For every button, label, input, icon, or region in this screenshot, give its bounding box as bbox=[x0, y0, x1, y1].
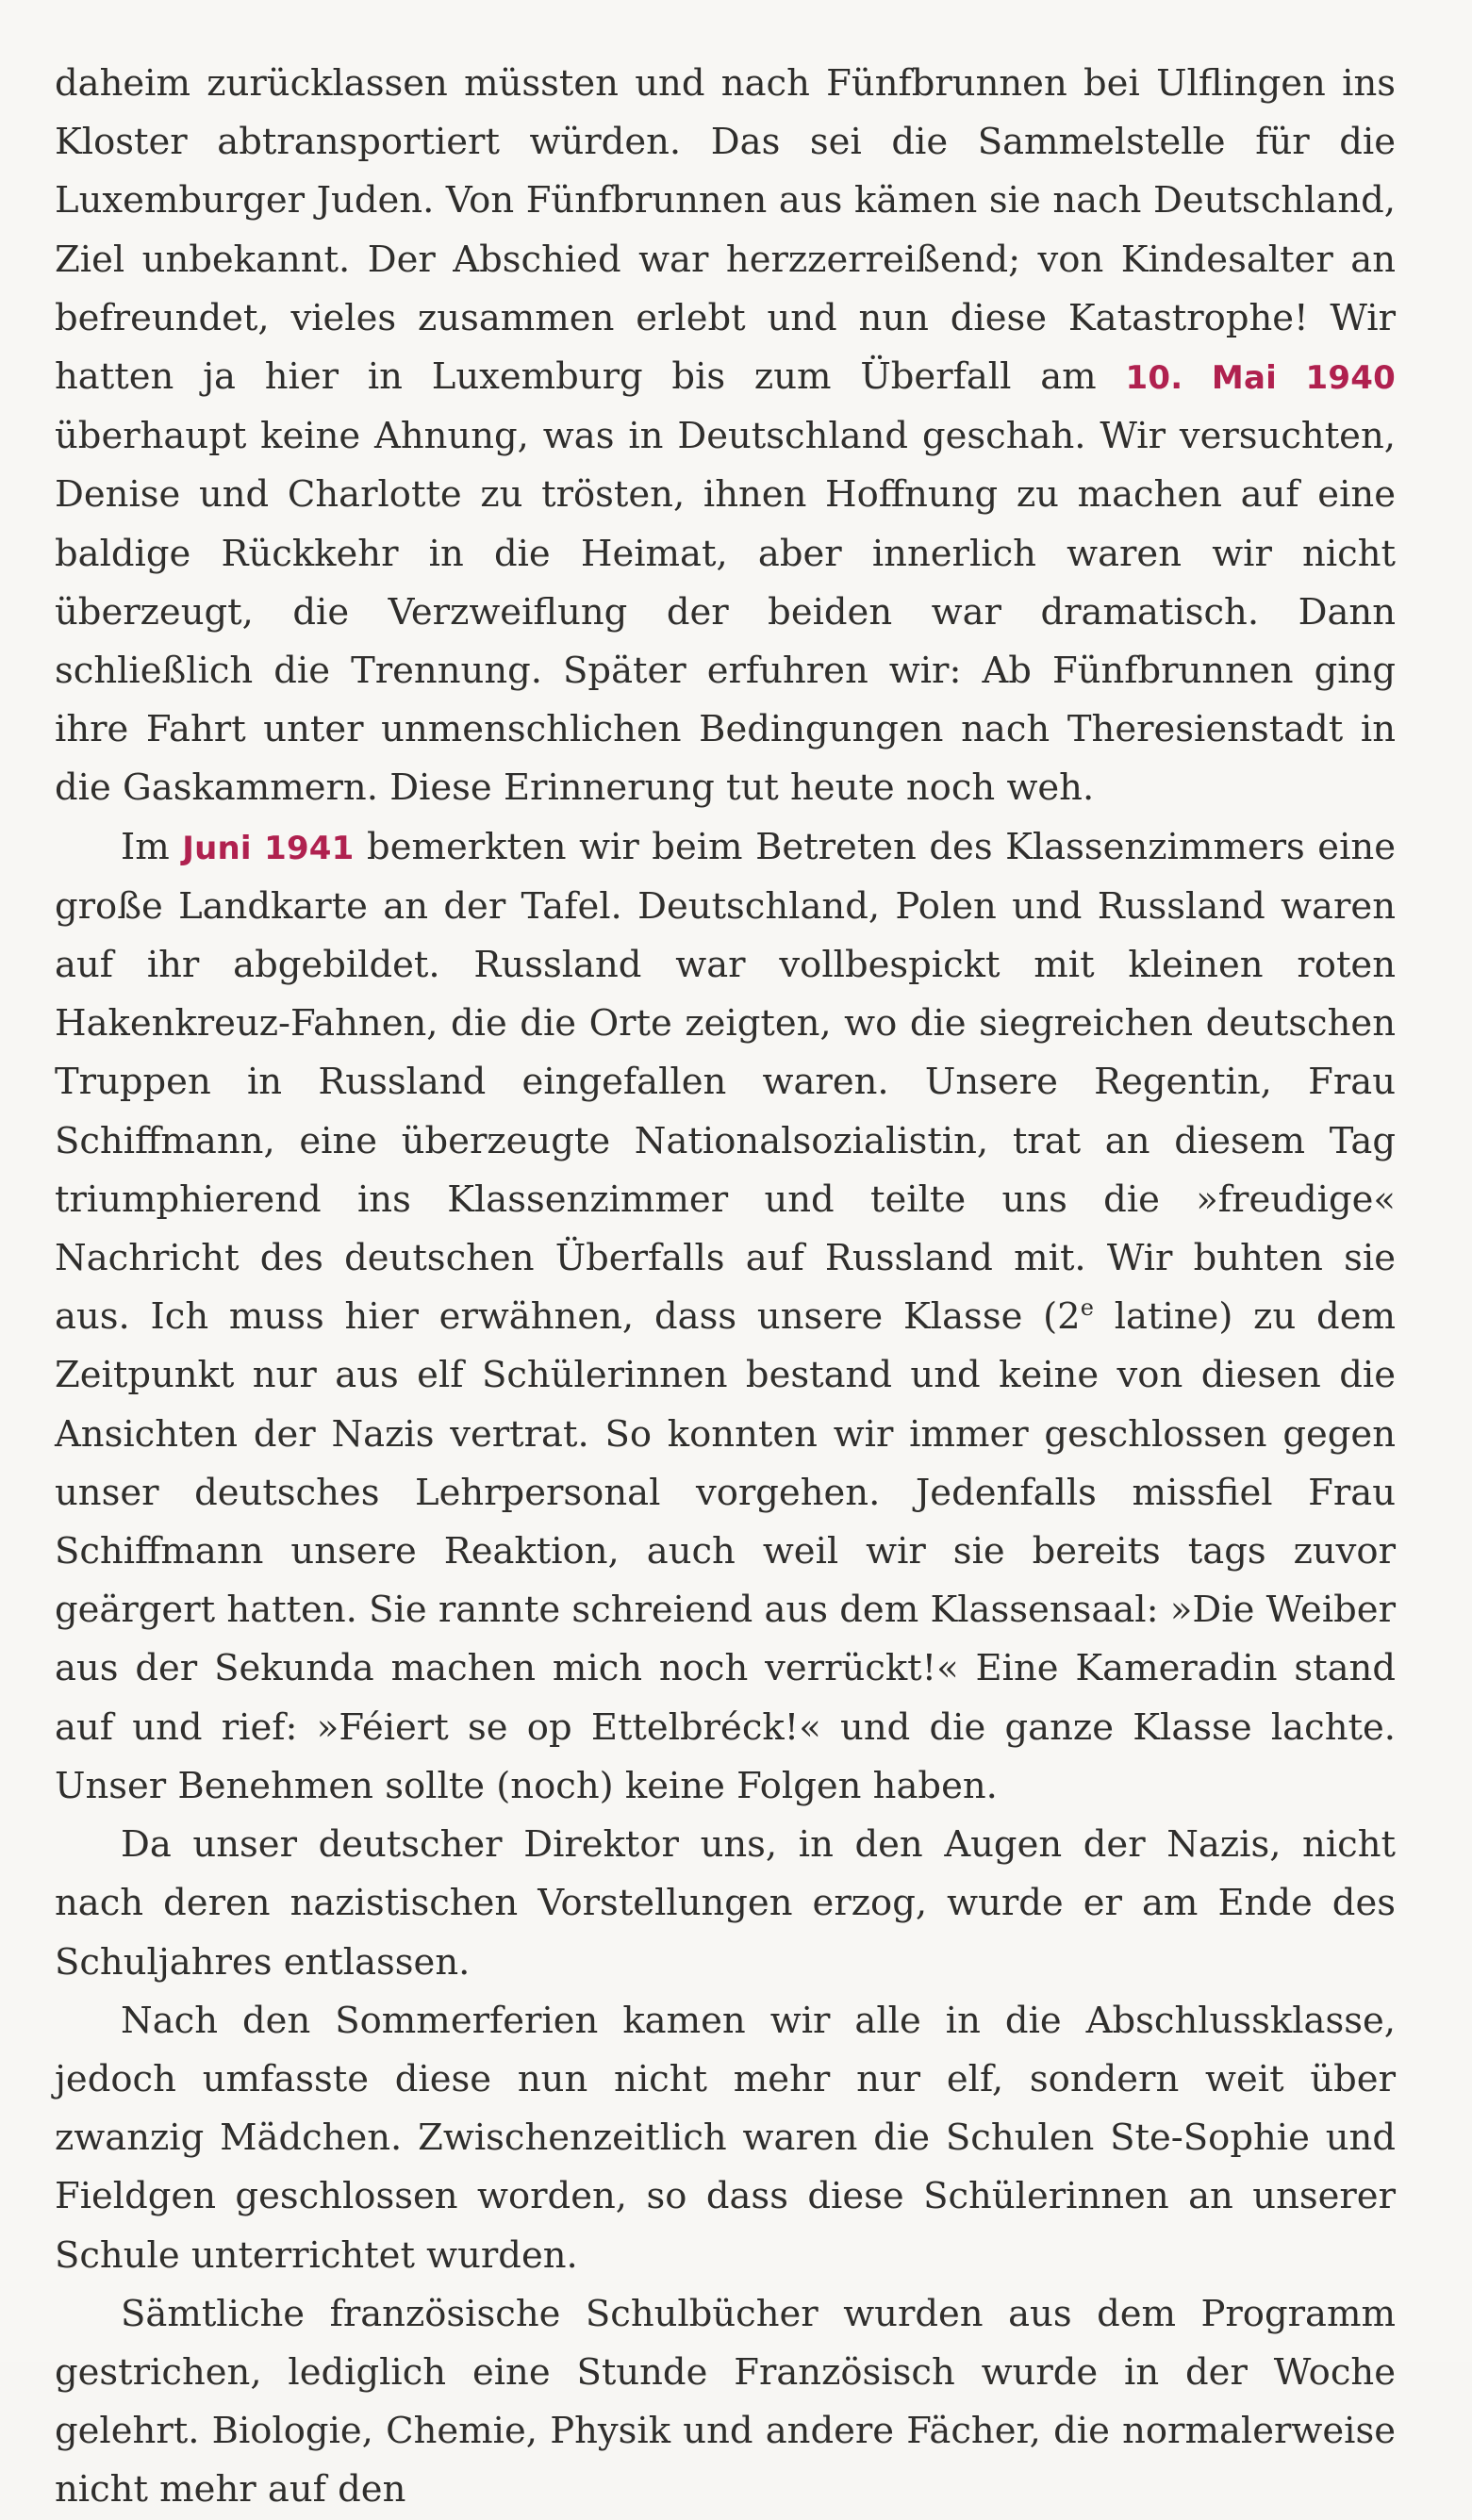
date-highlight: 10. Mai 1940 bbox=[1125, 359, 1396, 398]
text-column bbox=[55, 55, 1396, 2520]
body-paragraph bbox=[55, 2285, 1396, 2520]
body-paragraph bbox=[55, 1992, 1396, 2285]
paragraph-text: Sämtliche französische Schulbücher wurden aus dem Programm gestrichen, lediglich eine Stunde Französisch wurde in der Woche gelehrt. Biologie, Chemie, Physik und andere Fächer, die normalerweise nicht mehr auf den bbox=[55, 2292, 1396, 2512]
body-paragraph bbox=[55, 1816, 1396, 1992]
body-paragraph bbox=[55, 55, 1396, 818]
paragraph-text: Im bbox=[121, 825, 183, 868]
paragraph-text: Nach den Sommerferien kamen wir alle in die Abschlussklasse, jedoch umfasste diese nun nicht mehr nur elf, sondern weit über zwanzig Mädchen. Zwischenzeitlich waren die Schulen Ste-Sophie und Fieldgen geschlossen worden, so dass diese Schülerinnen an unserer Schule unterrichtet wurden. bbox=[55, 1999, 1396, 2277]
paragraph-text: überhaupt keine Ahnung, was in Deutschland geschah. Wir versuchten, Denise und Charlotte zu trösten, ihnen Hoffnung zu machen auf eine baldige Rückkehr in die Heimat, aber innerlich waren wir nicht überzeugt, die Verzweiflung der beiden war dramatisch. Dann schließlich die Trennung. Später erfuhren wir: Ab Fünfbrunnen ging ihre Fahrt unter unmenschlichen Bedingungen nach Theresienstadt in die Gaskammern. Diese Erinnerung tut heute noch weh. bbox=[55, 415, 1396, 810]
paragraph-text: bemerkten wir beim Betreten des Klassenzimmers eine große Landkarte an der Tafel. Deutschland, Polen und Russland waren auf ihr abgebildet. Russland war vollbespickt mit kleinen roten Hakenkreuz-Fahnen, die die Orte zeigten, wo die siegreichen deutschen Truppen in Russland eingefallen waren. Unsere Regentin, Frau Schiffmann, eine überzeugte Nationalsozialistin, trat an diesem Tag triumphierend ins Klassenzimmer und teilte uns die »freudige« Nachricht des deutschen Überfalls auf Russland mit. Wir buhten sie aus. Ich muss hier erwähnen, dass unsere Klasse (2 bbox=[55, 825, 1396, 1339]
paragraph-text: daheim zurücklassen müssten und nach Fünfbrunnen bei Ulflingen ins Kloster abtransportiert würden. Das sei die Sammelstelle für die Luxemburger Juden. Von Fünfbrunnen aus kämen sie nach Deutschland, Ziel unbekannt. Der Abschied war herzzerreißend; von Kindesalter an befreundet, vieles zusammen erlebt und nun diese Katastrophe! Wir hatten ja hier in Luxemburg bis zum Überfall am bbox=[55, 62, 1396, 399]
paragraph-text: latine) zu dem Zeitpunkt nur aus elf Schülerinnen bestand und keine von diesen die Ansichten der Nazis vertrat. So konnten wir immer geschlossen gegen unser deutsches Lehrpersonal vorgehen. Jedenfalls missfiel Frau Schiffmann unsere Reaktion, auch weil wir sie bereits tags zuvor geärgert hatten. Sie rannte schreiend aus dem Klassensaal: »Die Weiber aus der Sekunda machen mich noch verrückt!« Eine Kameradin stand auf und rief: »Féiert se op Ettelbréck!« und die ganze Klasse lachte. Unser Benehmen sollte (noch) keine Folgen haben. bbox=[55, 1295, 1396, 1807]
body-paragraph bbox=[55, 818, 1396, 1816]
date-highlight: Juni 1941 bbox=[182, 829, 355, 867]
superscript: e bbox=[1080, 1294, 1094, 1322]
paragraph-text: Da unser deutscher Direktor uns, in den Augen der Nazis, nicht nach deren nazistischen Vorstellungen erzog, wurde er am Ende des Schuljahres entlassen. bbox=[55, 1823, 1396, 1984]
